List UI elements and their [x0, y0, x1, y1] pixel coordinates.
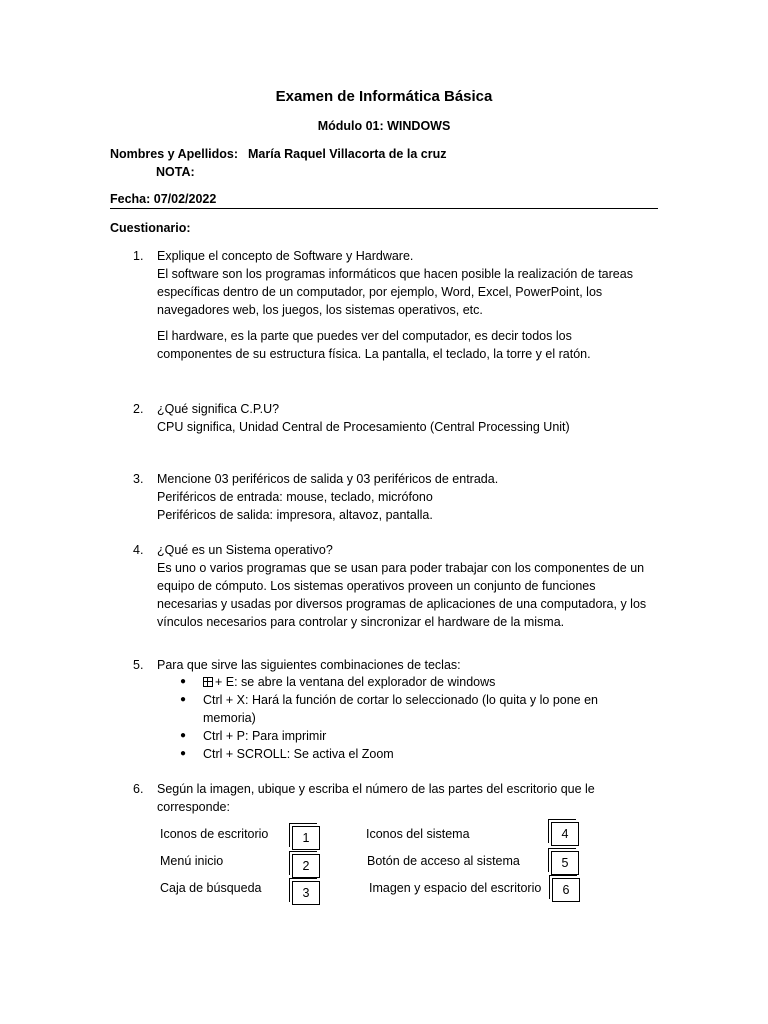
name-value: María Raquel Villacorta de la cruz	[248, 147, 447, 161]
answer-line: El software son los programas informáticos que hacen posible la realización de tareas	[157, 267, 633, 281]
answer-line: Es uno o varios programas que se usan para poder trabajar con los componentes de un	[157, 561, 645, 575]
desktop-part-label: Iconos de escritorio	[160, 827, 269, 841]
question-number: 2.	[133, 402, 144, 416]
question-3-text: Mencione 03 periféricos de salida y 03 periféricos de entrada.	[157, 472, 499, 486]
answer-line: específicas dentro de un computador, por ejemplo, Word, Excel, PowerPoint, los	[157, 285, 603, 299]
answer-line: necesarias y usadas por diversos programas de aplicaciones de una computadora, y los	[157, 597, 647, 611]
desktop-part-label: Iconos del sistema	[366, 827, 470, 841]
bullet-icon: ●	[180, 748, 187, 759]
module-subtitle: Módulo 01: WINDOWS	[317, 119, 451, 133]
question-number: 1.	[133, 249, 144, 263]
windows-key-icon	[203, 677, 213, 687]
questionnaire-label: Cuestionario:	[110, 221, 191, 235]
answer-line: CPU significa, Unidad Central de Procesamiento (Central Processing Unit)	[157, 420, 570, 434]
desktop-part-label: Caja de búsqueda	[160, 881, 262, 895]
shortcut-item: Ctrl + X: Hará la función de cortar lo seleccionado (lo quita y lo pone en	[203, 693, 599, 707]
desktop-part-label: Menú inicio	[160, 854, 224, 868]
question-2-text: ¿Qué significa C.P.U?	[157, 402, 280, 416]
header-divider	[110, 208, 658, 209]
shortcut-item-continued: memoria)	[203, 711, 256, 725]
question-5-text: Para que sirve las siguientes combinaciones de teclas:	[157, 658, 461, 672]
bullet-icon: ●	[180, 694, 187, 705]
answer-line: Periféricos de entrada: mouse, teclado, micrófono	[157, 490, 433, 504]
page-title: Examen de Informática Básica	[275, 88, 493, 105]
question-number: 4.	[133, 543, 144, 557]
shortcut-item: Ctrl + P: Para imprimir	[203, 729, 327, 743]
desktop-part-label: Botón de acceso al sistema	[367, 854, 520, 868]
name-label: Nombres y Apellidos:	[110, 147, 239, 161]
answer-box: 1	[292, 826, 320, 850]
shortcut-item	[203, 673, 495, 691]
question-4-text: ¿Qué es un Sistema operativo?	[157, 543, 333, 557]
grade-label: NOTA:	[156, 165, 195, 179]
question-number: 6.	[133, 782, 144, 796]
question-number: 3.	[133, 472, 144, 486]
answer-line: vínculos necesarios para controlar y sincronizar el hardware de la misma.	[157, 615, 565, 629]
answer-line: componentes de su estructura física. La pantalla, el teclado, la torre y el ratón.	[157, 347, 591, 361]
shortcut-text: + E: se abre la ventana del explorador de windows	[215, 675, 496, 689]
answer-box: 4	[551, 822, 579, 846]
answer-box: 5	[551, 851, 579, 875]
question-6-text-continued: corresponde:	[157, 800, 230, 814]
answer-box: 2	[292, 854, 320, 878]
question-1-text: Explique el concepto de Software y Hardware.	[157, 249, 414, 263]
question-number: 5.	[133, 658, 144, 672]
bullet-icon: ●	[180, 730, 187, 741]
answer-line: Periféricos de salida: impresora, altavoz, pantalla.	[157, 508, 433, 522]
answer-line: El hardware, es la parte que puedes ver del computador, es decir todos los	[157, 329, 572, 343]
bullet-icon: ●	[180, 676, 187, 687]
date-label: Fecha: 07/02/2022	[110, 192, 217, 206]
desktop-part-label: Imagen y espacio del escritorio	[369, 881, 542, 895]
question-6-text: Según la imagen, ubique y escriba el número de las partes del escritorio que le	[157, 782, 595, 796]
answer-box: 3	[292, 881, 320, 905]
answer-line: navegadores web, los juegos, los sistemas operativos, etc.	[157, 303, 483, 317]
shortcut-item: Ctrl + SCROLL: Se activa el Zoom	[203, 747, 394, 761]
answer-line: equipo de cómputo. Los sistemas operativos proveen un conjunto de funciones	[157, 579, 596, 593]
answer-box: 6	[552, 878, 580, 902]
